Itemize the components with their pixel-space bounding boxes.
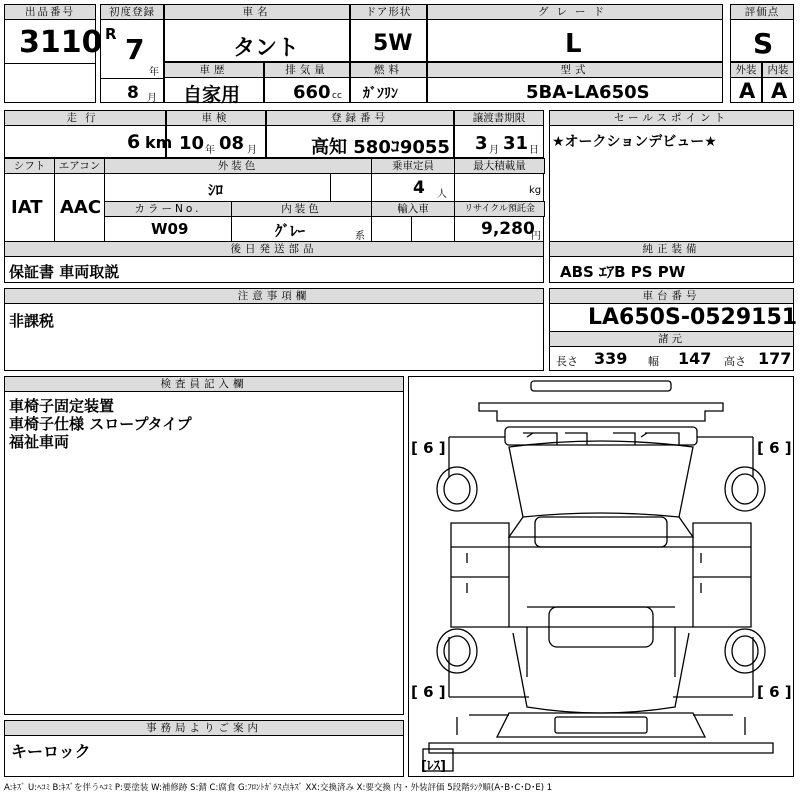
displacement-label: 排気量 [265,63,349,78]
first-reg-box [100,4,164,103]
int-color-value: ｸﾞﾚｰ [275,222,306,240]
door-label: ドア形状 [351,5,426,20]
color-no-label: カラーNo. [104,201,232,217]
sales-point-box [549,110,794,242]
specs-height-label: 高さ [724,355,746,368]
notes-label: 注意事項欄 [5,289,543,304]
shift-value: IAT [11,197,43,218]
transfer-month: 3 [475,133,488,154]
equipment-label: 純正装備 [550,242,793,257]
model-value: 5BA-LA650S [526,82,650,103]
grade-value: L [565,29,582,59]
max-load-unit: kg [529,185,542,196]
interior-grade-label: 内装 [763,63,793,78]
transfer-label: 譲渡書期限 [455,111,543,126]
legend-text: A:ｷｽﾞ U:ﾍｺﾐ B:ｷｽﾞを伴うﾍｺﾐ P:要塗装 W:補修跡 S:錆 C:腐食 G:ﾌﾛﾝﾄｶﾞﾗｽ点ｷｽﾞ XX:交換済み X:要交換 内・外装評価 5段階ﾗﾝｸ順(A･B･C･D･E) 1 [4,783,553,793]
inspection-box [166,110,266,158]
tire-front-right: [ 6 ] [757,439,792,457]
car-name-value: タント [233,36,300,61]
office-label: 事務局よりご案内 [5,721,403,736]
inspector-label: 検査員記入欄 [5,377,403,392]
first-reg-year-unit: 年 [149,67,159,78]
inspector-line-3: 福祉車両 [9,433,70,451]
transfer-month-unit: 月 [489,145,499,156]
mileage-unit: km [145,133,173,152]
spec-grid [4,158,544,242]
spare-tire-label: [ﾚｽ] [421,759,446,774]
equipment-box [549,241,794,283]
car-outline-diagram [409,377,793,776]
grade-box [427,4,723,62]
aircon-label: エアコン [54,158,105,174]
inspector-box [4,376,404,715]
lot-label: 出品番号 [5,5,95,20]
specs-length: 339 [594,349,628,368]
displacement-unit: cc [332,91,342,101]
aircon-value: AAC [60,197,102,218]
car-name-box [164,4,350,62]
tire-rear-right: [ 6 ] [757,683,792,701]
damage-diagram-box [408,376,794,777]
notes-box [4,288,544,371]
later-parts-value: 保証書 車両取説 [9,263,120,281]
specs-label: 諸元 [549,331,794,347]
exterior-grade-box [730,62,762,103]
plate-value: 高知 580ｺ9055 [311,137,450,158]
chassis-value: LA650S-0529151 [588,305,798,330]
inspection-month-unit: 月 [247,145,257,156]
int-color-unit: 系 [355,231,365,242]
max-load-label: 最大積載量 [454,158,545,174]
office-value: キーロック [11,742,91,761]
transfer-day-unit: 日 [529,145,539,156]
mileage-value: 6 [127,131,141,153]
specs-length-label: 長さ [556,355,578,368]
history-box [164,62,264,106]
shift-label: シフト [4,158,55,174]
later-parts-label: 後日発送部品 [5,242,543,257]
recycle-label: リサイクル預託金 [454,201,545,217]
specs-width: 147 [678,349,712,368]
sales-point-value: ★オークションデビュー★ [552,134,717,150]
capacity-value: 4 [413,178,425,198]
lot-number: 3110 [19,25,103,60]
notes-value: 非課税 [9,312,55,330]
exterior-grade-value: A [739,79,756,103]
displacement-box [264,62,350,103]
lot-box [4,4,103,103]
fuel-value: ｶﾞｿﾘﾝ [363,86,398,102]
score-value: S [753,27,774,60]
plate-label: 登録番号 [267,111,453,126]
transfer-box [454,110,544,158]
fuel-label: 燃料 [351,63,426,78]
color-no-value: W09 [151,220,189,238]
specs-width-label: 幅 [648,355,659,368]
model-label: 型式 [428,63,722,78]
later-parts-box [4,241,544,283]
interior-grade-value: A [771,79,788,103]
door-box [350,4,427,62]
mileage-box [4,110,173,158]
history-value: 自家用 [183,84,241,106]
score-label: 評価点 [731,5,793,20]
mileage-label: 走行 [5,111,165,126]
grade-label: グレード [428,5,722,20]
inspector-line-2: 車椅子仕様 スロープタイプ [9,415,192,433]
first-reg-label: 初度登録 [101,5,163,20]
transfer-day: 31 [503,133,529,154]
inspection-year-unit: 年 [205,145,215,156]
history-label: 車歴 [165,63,263,78]
first-reg-era: R [105,25,117,43]
tire-front-left: [ 6 ] [411,439,446,457]
score-box [730,4,794,62]
equipment-value: ABS ｴｱB PS PW [560,263,686,281]
chassis-label: 車台番号 [550,289,793,304]
inspection-year: 10 [179,133,205,154]
import-label: 輸入車 [371,201,455,217]
chassis-box [549,288,798,371]
office-box [4,720,404,777]
displacement-value: 660 [293,82,331,103]
capacity-unit: 人 [437,189,447,200]
first-reg-year: 7 [125,33,145,66]
inspector-line-1: 車椅子固定装置 [9,397,115,415]
door-value: 5W [373,31,413,56]
recycle-unit: 円 [531,231,541,242]
capacity-label: 乗車定員 [371,158,455,174]
interior-grade-box [762,62,794,103]
first-reg-month: 8 [127,83,139,103]
inspection-label: 車検 [167,111,265,126]
int-color-label: 内装色 [231,201,372,217]
recycle-value: 9,280 [481,219,535,239]
model-box [427,62,723,103]
ext-color-label: 外装色 [104,158,372,174]
inspection-month: 08 [219,133,245,154]
ext-color-value: ｼﾛ [208,181,224,199]
specs-height: 177 [758,349,792,368]
exterior-grade-label: 外装 [731,63,761,78]
plate-box [266,110,454,158]
sales-point-label: セールスポイント [550,111,793,126]
fuel-box [350,62,427,103]
first-reg-month-unit: 月 [147,93,157,104]
car-name-label: 車名 [165,5,349,20]
tire-rear-left: [ 6 ] [411,683,446,701]
